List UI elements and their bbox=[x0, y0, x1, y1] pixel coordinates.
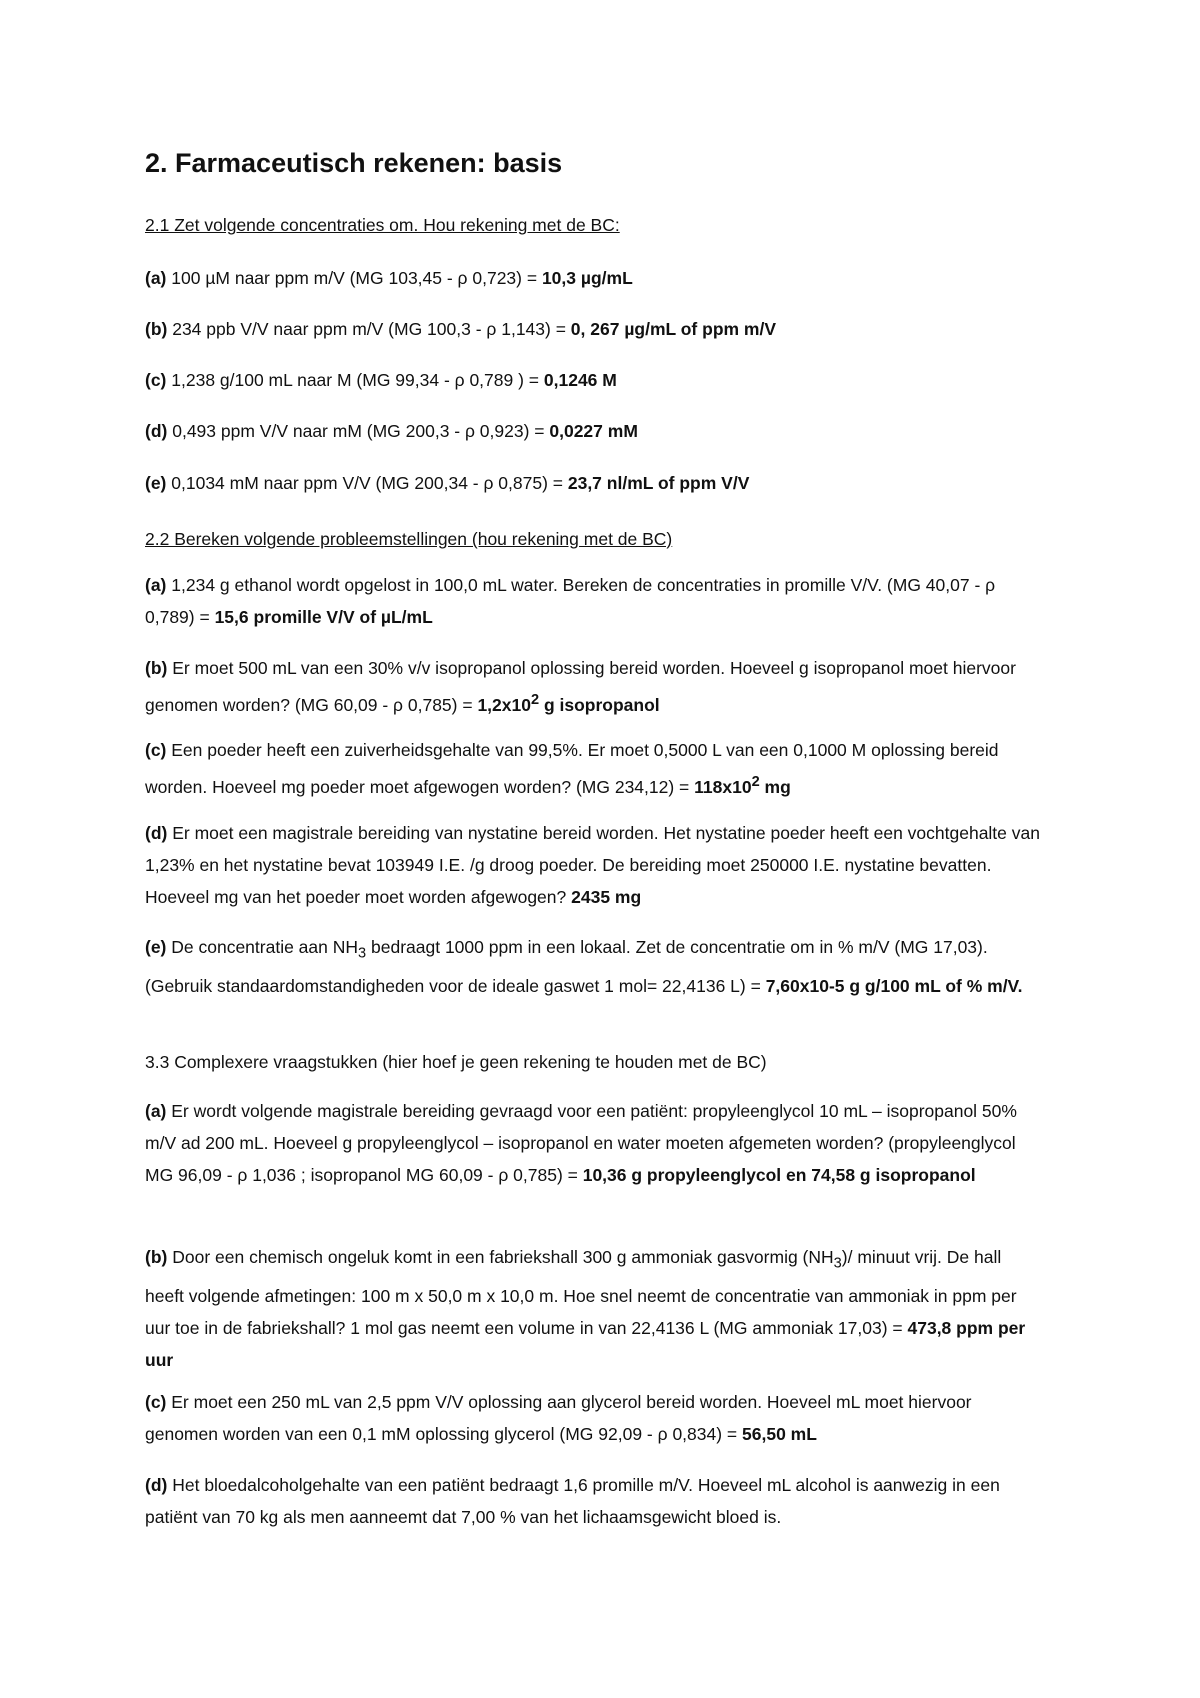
section-2-2-heading: 2.2 Bereken volgende probleemstellingen (hou rekening met de BC) bbox=[145, 529, 673, 549]
question-2-1-a: (a) 100 µM naar ppm m/V (MG 103,45 - ρ 0,723) = 10,3 µg/mL bbox=[145, 268, 633, 288]
section-2-1-heading: 2.1 Zet volgende concentraties om. Hou rekening met de BC: bbox=[145, 215, 620, 235]
question-3-3-b: (b) Door een chemisch ongeluk komt in een fabriekshall 300 g ammoniak gasvormig $(NH_3)/$ minuut vrij. De hall heeft volgende afmetingen: 100 m x 50,0 m x 10,0 m. Hoe snel neemt de concentratie van ammoniak in ppm per uur toe in de fabriekshall? 1 mol gas neemt een volume in van 22,4136 L (MG ammoniak 17,03) = 473,8 ppm per uur bbox=[145, 1247, 1026, 1370]
question-2-2-a: (a) 1,234 g ethanol wordt opgelost in 100,0 mL water. Bereken de concentraties in promille V/V. (MG 40,07 - ρ 0,789) = 15,6 promille V/V of µL/mL bbox=[145, 575, 996, 627]
question-3-3-a: (a) Er wordt volgende magistrale bereiding gevraagd voor een patiënt: propyleenglycol 10 mL – isopropanol 50% m/V ad 200 mL. Hoeveel g propyleenglycol – isopropanol en water moeten afgemeten worden? (propyleenglycol MG 96,09 - ρ 1,036 ; isopropanol MG 60,09 - ρ 0,785) = 10,36 g propyleenglycol en 74,58 g isopropanol bbox=[145, 1101, 1017, 1185]
question-2-2-e: (e) De concentratie aan $NH_3$ bedraagt 1000 ppm in een lokaal. Zet de concentratie om in % m/V (MG 17,03). (Gebruik standaardomstandigheden voor de ideale gaswet 1 mol= 22,4136 L) = 7,60x10-5 g g/100 mL of % m/V. bbox=[145, 937, 1023, 996]
question-2-1-d: (d) 0,493 ppm V/V naar mM (MG 200,3 - ρ 0,923) = 0,0227 mM bbox=[145, 421, 638, 441]
question-2-2-b: (b) Er moet 500 mL van een 30% v/v isopropanol oplossing bereid worden. Hoeveel g isopropanol moet hiervoor genomen worden? (MG 60,09 - ρ $0,785) = 1,2x10^2$ g isopropanol bbox=[145, 658, 1016, 715]
question-3-3-d: (d) Het bloedalcoholgehalte van een patiënt bedraagt 1,6 promille m/V. Hoeveel mL alcohol is aanwezig in een patiënt van 70 kg als men aanneemt dat 7,00 % van het lichaamsgewicht bloed is. bbox=[145, 1475, 1000, 1527]
section-3-3-heading: 3.3 Complexere vraagstukken (hier hoef je geen rekening te houden met de BC) bbox=[145, 1052, 767, 1072]
question-3-3-c: (c) Er moet een 250 mL van 2,5 ppm V/V oplossing aan glycerol bereid worden. Hoeveel mL moet hiervoor genomen worden van een 0,1 mM oplossing glycerol (MG 92,09 - ρ 0,834) = 56,50 mL bbox=[145, 1392, 972, 1444]
question-2-1-c: (c) 1,238 g/100 mL naar M (MG 99,34 - ρ 0,789 ) = 0,1246 M bbox=[145, 370, 617, 390]
question-2-1-b: (b) 234 ppb V/V naar ppm m/V (MG 100,3 - ρ 1,143) = 0, 267 µg/mL of ppm m/V bbox=[145, 319, 777, 339]
question-2-1-e: (e) 0,1034 mM naar ppm V/V (MG 200,34 - ρ 0,875) = 23,7 nl/mL of ppm V/V bbox=[145, 473, 750, 493]
page-title: 2. Farmaceutisch rekenen: basis bbox=[145, 148, 563, 178]
question-2-2-c: (c) Een poeder heeft een zuiverheidsgehalte van 99,5%. Er moet 0,5000 L van een 0,1000 M oplossing bereid worden. Hoeveel mg poeder moet afgewogen worden? (MG $234,12) = 118x10^2$ mg bbox=[145, 740, 999, 797]
question-2-2-d: (d) Er moet een magistrale bereiding van nystatine bereid worden. Het nystatine poeder heeft een vochtgehalte van 1,23% en het nystatine bevat 103949 I.E. /g droog poeder. De bereiding moet 250000 I.E. nystatine bevatten. Hoeveel mg van het poeder moet worden afgewogen? 2435 mg bbox=[145, 823, 1040, 907]
